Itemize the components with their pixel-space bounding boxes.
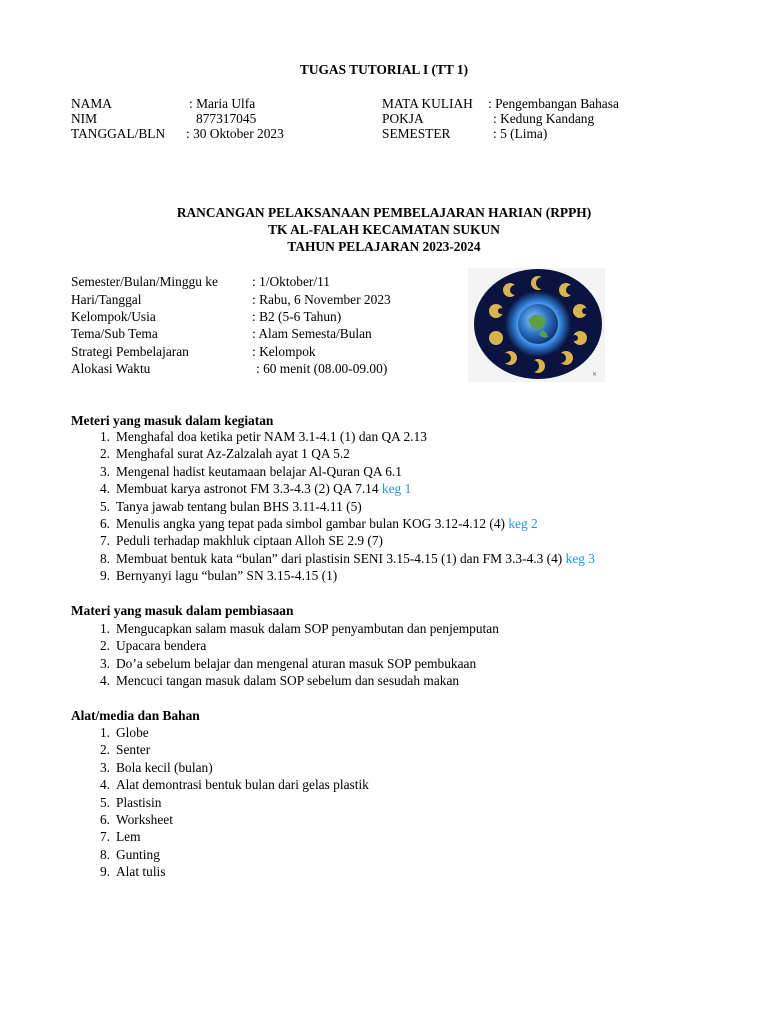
info-label-strategi: Strategi Pembelajaran xyxy=(71,344,189,359)
school-heading: TK AL-FALAH KECAMATAN SUKUN xyxy=(268,222,500,237)
keg-link[interactable]: keg 3 xyxy=(565,550,596,566)
keg-link[interactable]: keg 1 xyxy=(381,481,412,497)
year-heading: TAHUN PELAJARAN 2023-2024 xyxy=(287,239,481,254)
info-value-alokasi: : 60 menit (08.00-09.00) xyxy=(256,361,388,376)
info-value-tema: : Alam Semesta/Bulan xyxy=(252,326,372,341)
info-value-hari: : Rabu, 6 November 2023 xyxy=(252,292,391,307)
info-label-hari: Hari/Tanggal xyxy=(71,292,142,307)
section-heading-alat: Alat/media dan Bahan xyxy=(71,708,200,723)
label-nim: NIM xyxy=(71,111,98,126)
info-label-kelompok: Kelompok/Usia xyxy=(71,309,156,324)
label-semester: SEMESTER xyxy=(382,126,451,141)
document-title: TUGAS TUTORIAL I (TT 1) xyxy=(299,62,469,77)
rpph-heading: RANCANGAN PELAKSANAAN PEMBELAJARAN HARIAN (RPPH) xyxy=(176,205,592,220)
value-nim: 877317045 xyxy=(196,111,257,126)
keg-link[interactable]: keg 2 xyxy=(508,515,538,531)
value-tanggal: : 30 Oktober 2023 xyxy=(186,126,284,141)
value-mata-kuliah: : Pengembangan Bahasa xyxy=(488,96,619,111)
label-mata-kuliah: MATA KULIAH xyxy=(382,96,473,111)
info-value-strategi: : Kelompok xyxy=(252,344,316,359)
value-pokja: : Kedung Kandang xyxy=(493,111,595,126)
value-semester: : 5 (Lima) xyxy=(493,126,548,141)
info-value-kelompok: : B2 (5-6 Tahun) xyxy=(252,309,342,324)
label-pokja: POKJA xyxy=(382,111,424,126)
section-heading-pembiasaan: Materi yang masuk dalam pembiasaan xyxy=(71,603,294,618)
section-heading-kegiatan: Meteri yang masuk dalam kegiatan xyxy=(71,413,274,428)
svg-text:✕: ✕ xyxy=(592,371,598,378)
moon-phases-image xyxy=(468,268,605,382)
info-label-semester: Semester/Bulan/Minggu ke xyxy=(71,274,218,289)
info-label-tema: Tema/Sub Tema xyxy=(71,326,158,341)
label-nama: NAMA xyxy=(71,96,112,111)
info-value-semester: : 1/Oktober/11 xyxy=(252,274,330,289)
label-tanggal: TANGGAL/BLN xyxy=(71,126,166,141)
value-nama: : Maria Ulfa xyxy=(189,96,256,111)
info-label-alokasi: Alokasi Waktu xyxy=(71,361,151,376)
